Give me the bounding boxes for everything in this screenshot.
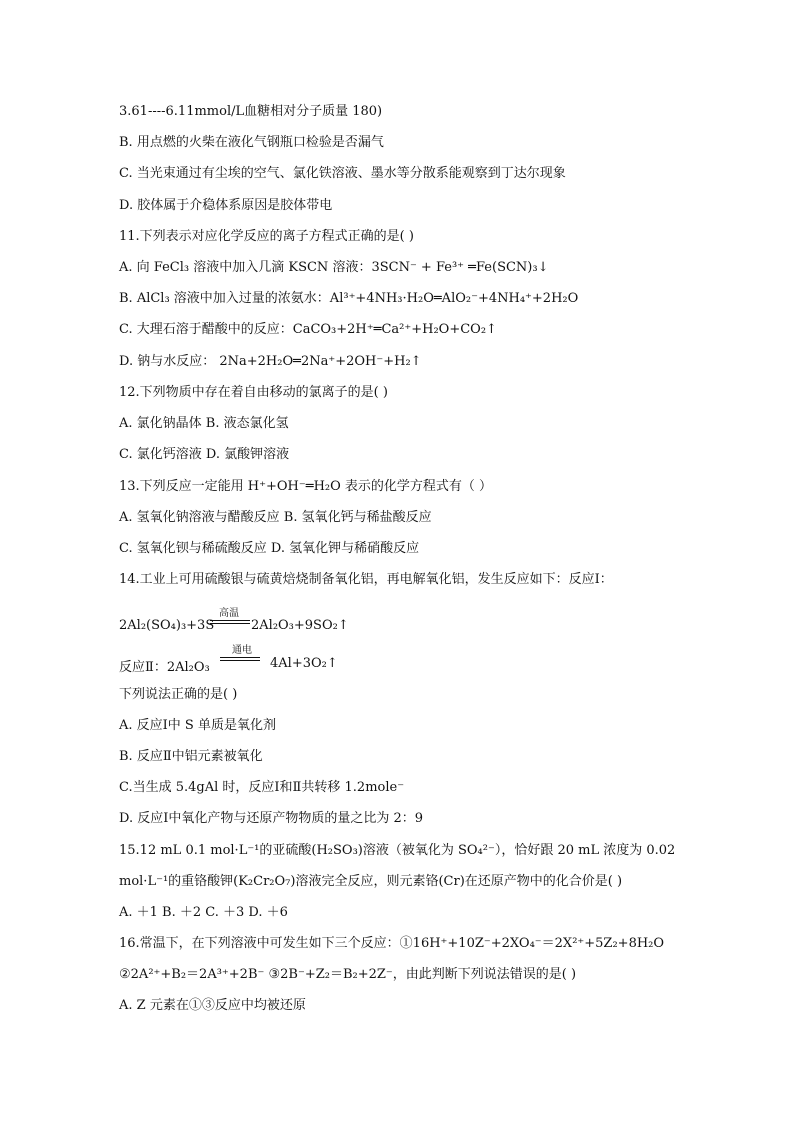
q16-option-a: A. Z 元素在①③反应中均被还原 [119, 998, 306, 1013]
q13-options-ab: A. 氢氧化钠溶液与醋酸反应 B. 氢氧化钙与稀盐酸反应 [119, 510, 432, 525]
option-d: D. 胶体属于介稳体系原因是胶体带电 [119, 198, 333, 213]
q14-stem: 下列说法正确的是( ) [119, 687, 238, 702]
reaction-1-condition: 高温 [219, 608, 239, 619]
q11-option-a: A. 向 FeCl₃ 溶液中加入几滴 KSCN 溶液：3SCN⁻ + Fe³⁺ ═Fe(SCN)₃↓ [119, 260, 549, 275]
question-14: 14.工业上可用硫酸银与硫黄焙烧制备氧化铝，再电解氧化铝，发生反应如下：反应Ⅰ： [119, 572, 613, 587]
question-16-line1: 16.常温下，在下列溶液中可发生如下三个反应：①16H⁺+10Z⁻+2XO₄⁻＝2X²⁺+5Z₂+8H₂O [119, 936, 665, 951]
reaction-2-right: 4Al+3O₂↑ [270, 656, 338, 671]
q14-option-c: C.当生成 5.4gAl 时，反应Ⅰ和Ⅱ共转移 1.2mole⁻ [119, 780, 405, 795]
option-c: C. 当光束通过有尘埃的空气、氯化铁溶液、墨水等分散系能观察到丁达尔现象 [119, 166, 566, 181]
q14-option-d: D. 反应Ⅰ中氧化产物与还原产物物质的量之比为 2：9 [119, 811, 424, 826]
text-line: 3.61----6.11mmol/L血糖相对分子质量 180) [119, 104, 383, 119]
q11-option-c: C. 大理石溶于醋酸中的反应：CaCO₃+2H⁺═Ca²⁺+H₂O+CO₂↑ [119, 322, 497, 337]
question-11: 11.下列表示对应化学反应的离子方程式正确的是( ) [119, 229, 414, 244]
question-12: 12.下列物质中存在着自由移动的氯离子的是( ) [119, 385, 388, 400]
q11-option-d: D. 钠与水反应： 2Na+2H₂O═2Na⁺+2OH⁻+H₂↑ [119, 354, 422, 369]
reaction-1-left: 2Al₂(SO₄)₃+3S [119, 618, 215, 633]
reaction-1-bar-top [210, 620, 250, 621]
q15-options: A. ＋1 B. ＋2 C. ＋3 D. ＋6 [119, 905, 288, 920]
option-b: B. 用点燃的火柴在液化气钢瓶口检验是否漏气 [119, 135, 384, 150]
q12-options-ab: A. 氯化钠晶体 B. 液态氯化氢 [119, 416, 289, 431]
reaction-2-bar-bottom [220, 660, 260, 661]
q13-options-cd: C. 氢氧化钡与稀硫酸反应 D. 氢氧化钾与稀硝酸反应 [119, 541, 420, 556]
reaction-1-right: 2Al₂O₃+9SO₂↑ [251, 618, 349, 633]
question-15-line2: mol·L⁻¹的重铬酸钾(K₂Cr₂O₇)溶液完全反应，则元素铬(Cr)在还原产物中的化合价是( ) [119, 874, 623, 889]
q14-option-a: A. 反应Ⅰ中 S 单质是氧化剂 [119, 718, 276, 733]
q11-option-b: B. AlCl₃ 溶液中加入过量的浓氨水：Al³⁺+4NH₃·H₂O═AlO₂⁻+4NH₄⁺+2H₂O [119, 291, 579, 306]
reaction-2-condition: 通电 [232, 645, 252, 656]
reaction-2-left: 反应Ⅱ：2Al₂O₃ [119, 660, 210, 675]
question-13: 13.下列反应一定能用 H⁺+OH⁻═H₂O 表示的化学方程式有（ ） [119, 479, 493, 494]
reaction-1-bar-bottom [210, 623, 250, 624]
question-15-line1: 15.12 mL 0.1 mol·L⁻¹的亚硫酸(H₂SO₃)溶液（被氧化为 SO₄²⁻），恰好跟 20 mL 浓度为 0.02 [119, 843, 676, 858]
reaction-2-bar-top [220, 657, 260, 658]
q14-option-b: B. 反应Ⅱ中铝元素被氧化 [119, 749, 263, 764]
question-16-line2: ②2A²⁺+B₂＝2A³⁺+2B⁻ ③2B⁻+Z₂＝B₂+2Z⁻，由此判断下列说法错误的是( ) [119, 967, 577, 982]
q12-options-cd: C. 氯化钙溶液 D. 氯酸钾溶液 [119, 447, 290, 462]
